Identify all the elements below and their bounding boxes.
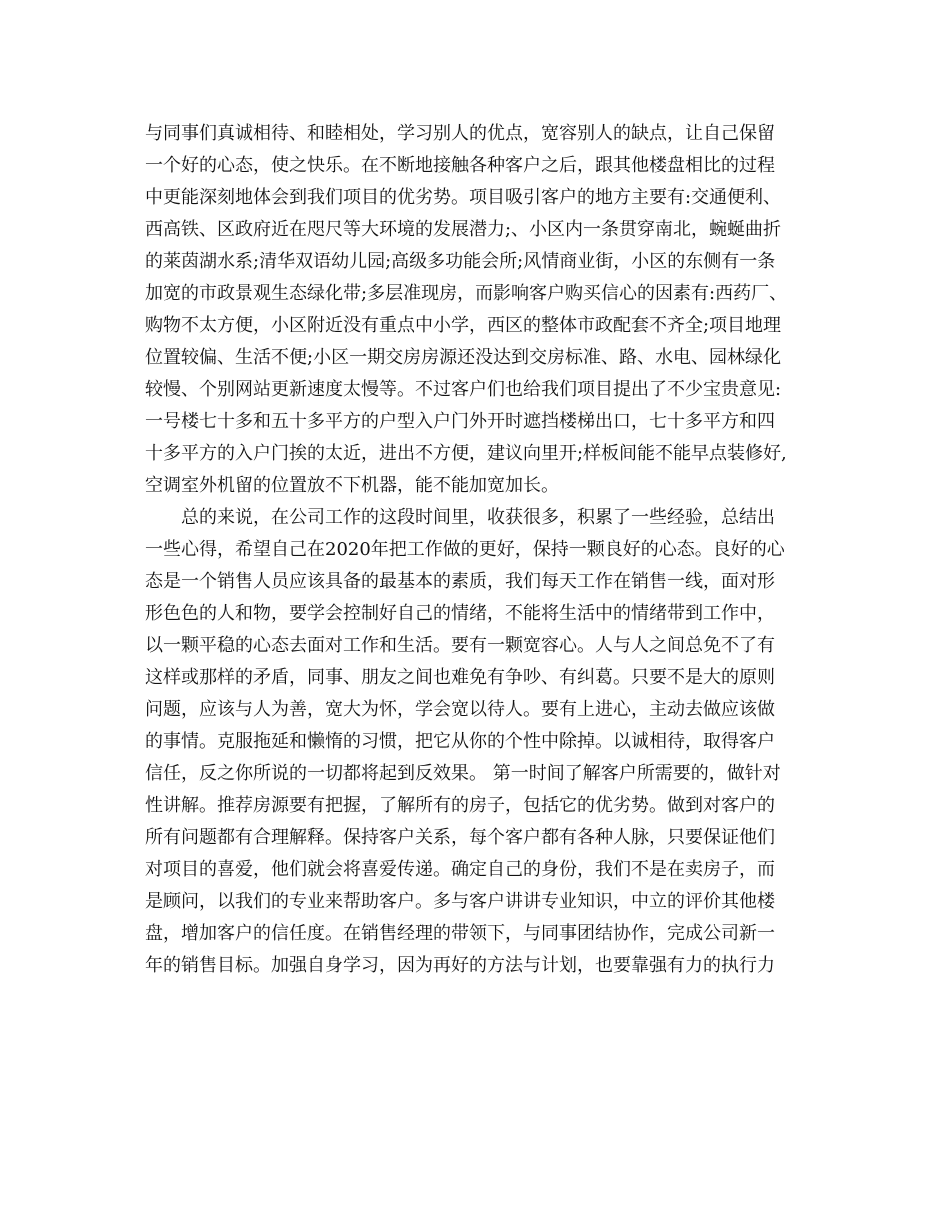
text-line: 加宽的市政景观生态绿化带;多层准现房，而影响客户购买信心的因素有:西药厂、 [145, 283, 788, 304]
text-line: 问题，应该与人为善，宽大为怀，学会宽以待人。要有上进心，主动去做应该做 [145, 699, 775, 720]
text-line: 年的销售目标。加强自身学习，因为再好的方法与计划，也要靠强有力的执行力 [145, 955, 775, 976]
text-line: 形色色的人和物，要学会控制好自己的情绪，不能将生活中的情绪带到工作中， [145, 603, 775, 624]
text-line: 位置较偏、生活不便;小区一期交房房源还没达到交房标准、路、水电、园林绿化 [145, 347, 782, 368]
text-line: 购物不太方便，小区附近没有重点中小学，西区的整体市政配套不齐全;项目地理 [145, 315, 782, 336]
body-text [145, 118, 825, 982]
text-line: 信任，反之你所说的一切都将起到反效果。 第一时间了解客户所需要的，做针对 [145, 763, 781, 784]
text-line: 的事情。克服拖延和懒惰的习惯，把它从你的个性中除掉。以诚相待，取得客户 [145, 731, 775, 752]
text-line: 所有问题都有合理解释。保持客户关系，每个客户都有各种人脉，只要保证他们 [145, 827, 775, 848]
text-line: 较慢、个别网站更新速度太慢等。不过客户们也给我们项目提出了不少宝贵意见: [145, 379, 782, 400]
text-line: 与同事们真诚相待、和睦相处，学习别人的优点，宽容别人的缺点，让自己保留 [145, 123, 775, 144]
text-line: 空调室外机留的位置放不下机器，能不能加宽加长。 [145, 475, 559, 496]
text-line: 中更能深刻地体会到我们项目的优劣势。项目吸引客户的地方主要有:交通便利、 [145, 187, 782, 208]
text-line: 态是一个销售人员应该具备的最基本的素质，我们每天工作在销售一线，面对形 [145, 571, 775, 592]
text-line: 以一颗平稳的心态去面对工作和生活。要有一颗宽容心。人与人之间总免不了有 [145, 635, 775, 656]
text-line: 一些心得，希望自己在2020年把工作做的更好，保持一颗良好的心态。良好的心 [145, 539, 785, 560]
text-line: 是顾问，以我们的专业来帮助客户。多与客户讲讲专业知识，中立的评价其他楼 [145, 891, 775, 912]
text-line: 性讲解。推荐房源要有把握，了解所有的房子，包括它的优劣势。做到对客户的 [145, 795, 775, 816]
text-line: 这样或那样的矛盾，同事、朋友之间也难免有争吵、有纠葛。只要不是大的原则 [145, 667, 775, 688]
text-line: 对项目的喜爱，他们就会将喜爱传递。确定自己的身份，我们不是在卖房子，而 [145, 859, 775, 880]
text-line: 西高铁、区政府近在咫尺等大环境的发展潜力;、小区内一条贯穿南北，蜿蜒曲折 [145, 219, 782, 240]
text-line: 十多平方的入户门挨的太近，进出不方便，建议向里开;样板间能不能早点装修好, [145, 443, 787, 464]
paragraph-start-line: 总的来说，在公司工作的这段时间里，收获很多，积累了一些经验，总结出 [181, 507, 775, 528]
text-line: 一个好的心态，使之快乐。在不断地接触各种客户之后，跟其他楼盘相比的过程 [145, 155, 775, 176]
text-line: 一号楼七十多和五十多平方的户型入户门外开时遮挡楼梯出口，七十多平方和四 [145, 411, 775, 432]
text-line: 的莱茵湖水系;清华双语幼儿园;高级多功能会所;风情商业街，小区的东侧有一条 [145, 251, 776, 272]
text-line: 盘，增加客户的信任度。在销售经理的带领下，与同事团结协作，完成公司新一 [145, 923, 775, 944]
